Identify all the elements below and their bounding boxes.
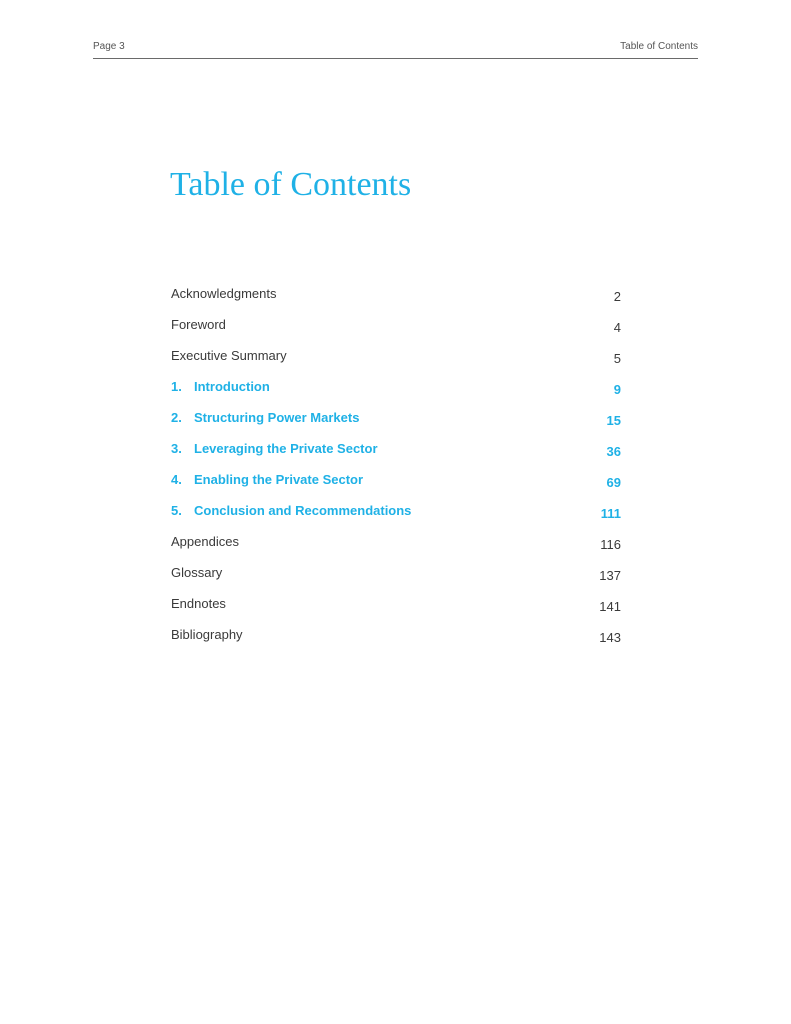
toc-entry-number: 1. (171, 379, 182, 394)
toc-entry-label: Foreword (171, 317, 226, 332)
toc-entry-page: 137 (599, 568, 621, 583)
toc-entry-page: 116 (600, 537, 621, 552)
toc-entry-page: 5 (613, 351, 621, 366)
toc-entry-foreword[interactable] (171, 315, 621, 346)
toc-entry-leveraging-private-sector[interactable] (171, 439, 621, 470)
toc-entry-label: Enabling the Private Sector (194, 472, 364, 487)
toc-entry-executive-summary[interactable] (171, 346, 621, 377)
toc-entry-label: Conclusion and Recommendations (194, 503, 412, 518)
section-label: Table of Contents (620, 41, 698, 52)
toc-entry-number: 4. (171, 472, 182, 487)
toc-entry-label: Leveraging the Private Sector (194, 441, 378, 456)
page-number-label: Page 3 (93, 41, 125, 52)
running-header (93, 40, 698, 59)
toc-entry-appendices[interactable] (171, 532, 621, 563)
toc-entry-page: 111 (600, 506, 621, 521)
toc-entry-acknowledgments[interactable] (171, 284, 621, 315)
toc-entry-label: Acknowledgments (171, 286, 277, 301)
toc-list (171, 284, 621, 656)
toc-entry-label: Executive Summary (171, 348, 287, 363)
toc-entry-label: Bibliography (171, 627, 243, 642)
toc-entry-page: 4 (613, 320, 621, 335)
toc-entry-label: Appendices (171, 534, 239, 549)
toc-entry-page: 9 (613, 382, 621, 397)
page-title: Table of Contents (170, 166, 412, 203)
toc-entry-label: Glossary (171, 565, 223, 580)
toc-entry-label: Endnotes (171, 596, 226, 611)
toc-entry-glossary[interactable] (171, 563, 621, 594)
toc-entry-number: 2. (171, 410, 182, 425)
toc-entry-page: 143 (599, 630, 621, 645)
toc-entry-page: 36 (606, 444, 621, 459)
toc-entry-introduction[interactable] (171, 377, 621, 408)
toc-entry-enabling-private-sector[interactable] (171, 470, 621, 501)
toc-entry-conclusion-recommendations[interactable] (171, 501, 621, 532)
toc-entry-page: 69 (606, 475, 621, 490)
toc-entry-label: Structuring Power Markets (194, 410, 360, 425)
toc-entry-page: 2 (613, 289, 621, 304)
toc-entry-structuring-power-markets[interactable] (171, 408, 621, 439)
toc-entry-page: 15 (606, 413, 621, 428)
toc-entry-number: 3. (171, 441, 182, 456)
toc-entry-bibliography[interactable] (171, 625, 621, 656)
toc-entry-number: 5. (171, 503, 182, 518)
toc-entry-page: 141 (599, 599, 621, 614)
toc-entry-endnotes[interactable] (171, 594, 621, 625)
toc-entry-label: Introduction (194, 379, 270, 394)
